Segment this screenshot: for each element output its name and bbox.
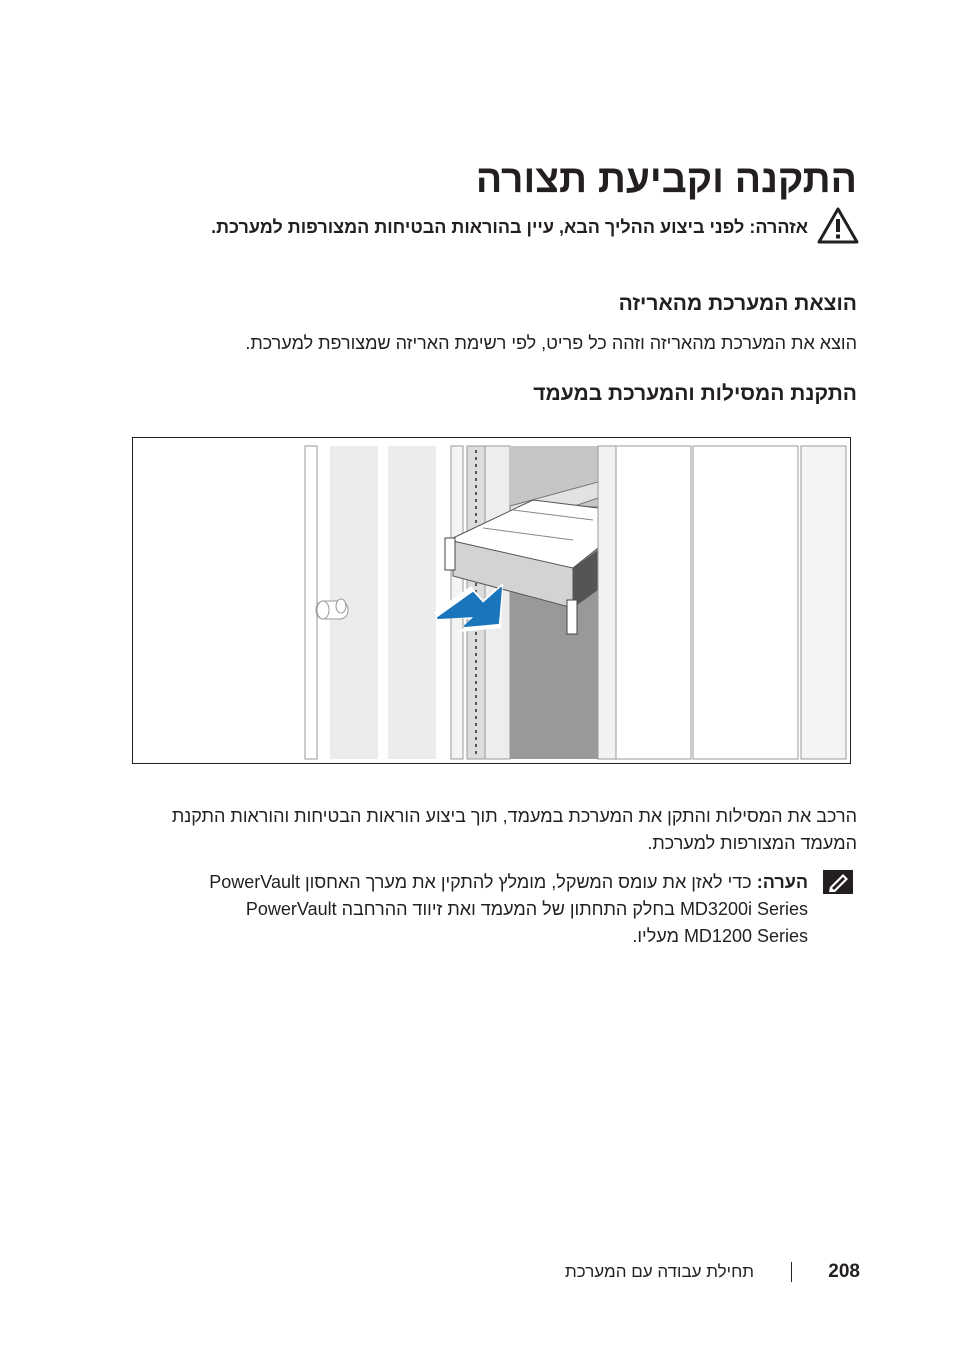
- note-body: כדי לאזן את עומס המשקל, מומלץ להתקין את מערך האחסון PowerVault MD3200i Series בחלק התחתון של המעמד ואת זיווד ההרחבה PowerVault MD1200 Series מעליו.: [209, 872, 808, 946]
- rack-door-panel: [801, 446, 846, 759]
- footer-title: תחילת עבודה עם המערכת: [565, 1262, 754, 1281]
- warning-label: אזהרה:: [749, 217, 808, 237]
- section-rails-heading: התקנת המסילות והמערכת במעמד: [533, 382, 857, 405]
- rack-door-panel: [388, 446, 436, 759]
- rack-door-frame: [305, 446, 317, 759]
- section-unpack-heading: הוצאת המערכת מהאריזה: [618, 292, 857, 315]
- section-rails-text: הרכב את המסילות והתקן את המערכת במעמד, תוך ביצוע הוראות הבטיחות והוראות התקנת המעמד המצורפות למערכת.: [171, 806, 857, 853]
- note-pencil-icon: [823, 870, 853, 894]
- page-title: התקנה וקביעת תצורה: [475, 158, 857, 201]
- rack-door-panel: [693, 446, 798, 759]
- rack-installation-figure: [132, 437, 851, 764]
- rack-post: [598, 446, 616, 759]
- section-unpack-text: הוצא את המערכת מהאריזה וזהה כל פריט, לפי רשימת האריזה שמצורפת למערכת.: [245, 333, 857, 353]
- rack-illustration: [133, 438, 850, 763]
- warning-triangle-icon: [817, 207, 859, 245]
- warning-text: [195, 214, 808, 241]
- footer-page-number: 208: [828, 1261, 860, 1282]
- warning-body: לפני ביצוע ההליך הבא, עיין בהוראות הבטיחות המצורפות למערכת.: [211, 217, 745, 237]
- footer-separator: [791, 1262, 792, 1282]
- note-label: הערה:: [756, 872, 808, 892]
- door-handle-icon: [316, 599, 348, 619]
- rack-door-panel: [616, 446, 691, 759]
- note-text: [180, 869, 808, 950]
